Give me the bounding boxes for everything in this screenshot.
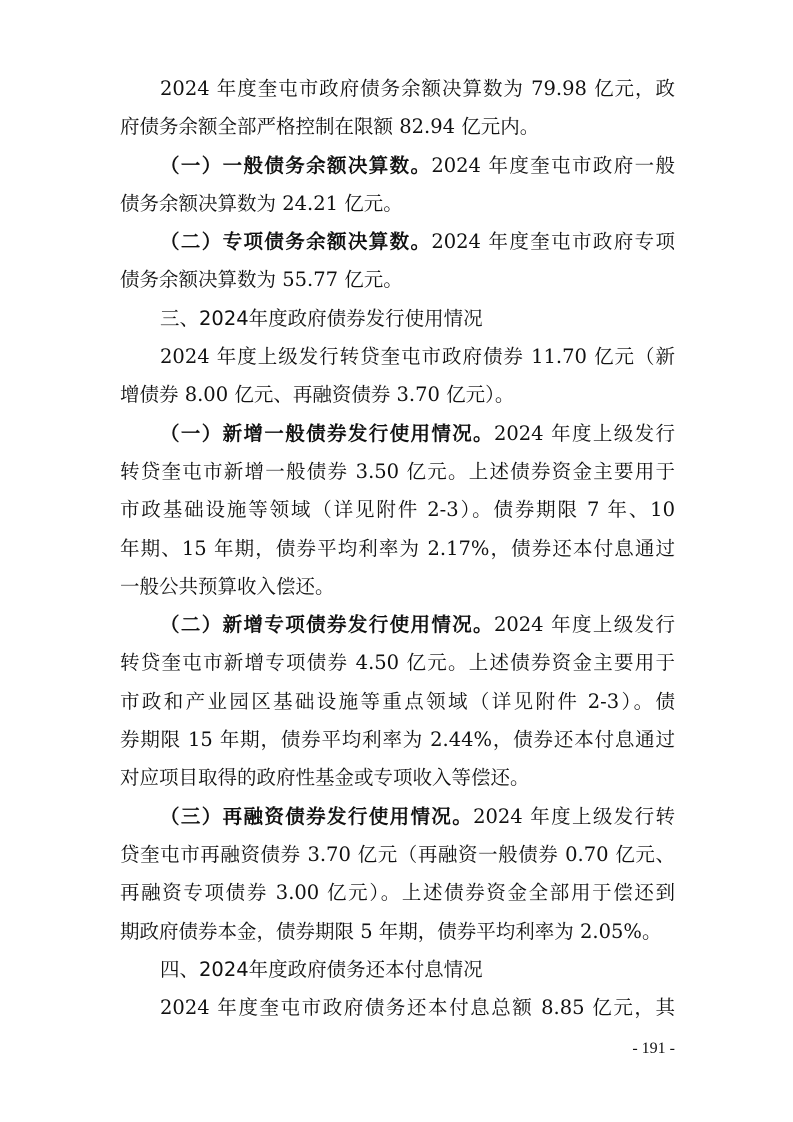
section-heading: 四、2024年度政府债务还本付息情况 — [160, 957, 483, 981]
text-run: 2024 年度上级发行 — [493, 613, 675, 637]
text-line — [120, 798, 675, 836]
text-line — [120, 415, 675, 453]
text-line: 债务余额决算数为 24.21 亿元。 — [120, 191, 403, 215]
text-line: 市政和产业园区基础设施等重点领域（详见附件 2-3）。债 — [120, 689, 675, 713]
text-line: 2024 年度上级发行转贷奎屯市政府债券 11.70 亿元（新 — [160, 345, 675, 369]
text-run: 2024 年度奎屯市政府一般 — [431, 153, 675, 177]
text-line: 增债券 8.00 亿元、再融资债券 3.70 亿元）。 — [120, 383, 515, 407]
text-line: 府债务余额全部严格控制在限额 82.94 亿元内。 — [120, 115, 540, 139]
text-line — [120, 223, 675, 261]
text-line: 2024 年度奎屯市政府债务余额决算数为 79.98 亿元，政 — [160, 77, 675, 100]
text-line: 年期、15 年期，债券平均利率为 2.17%，债券还本付息通过 — [120, 536, 675, 560]
text-line: 2024 年度奎屯市政府债务还本付息总额 8.85 亿元，其 — [160, 996, 675, 1020]
text-run: 2024 年度上级发行转 — [473, 804, 675, 828]
text-run: 2024 年度奎屯市政府专项 — [431, 230, 675, 254]
text-line: 期政府债券本金，债券期限 5 年期，债券平均利率为 2.05%。 — [120, 919, 662, 943]
bold-lead: （一）一般债务余额决算数。 — [160, 153, 432, 177]
text-line: 贷奎屯市再融资债券 3.70 亿元（再融资一般债券 0.70 亿元、 — [120, 842, 675, 866]
text-line — [120, 147, 675, 185]
text-line: 债务余额决算数为 55.77 亿元。 — [120, 268, 403, 292]
text-line: 转贷奎屯市新增专项债券 4.50 亿元。上述债券资金主要用于 — [120, 651, 675, 675]
page-number: - 191 - — [632, 1040, 675, 1057]
bold-lead: （一）新增一般债券发行使用情况。 — [160, 421, 494, 445]
text-line: 一般公共预算收入偿还。 — [120, 574, 335, 598]
text-run: 2024 年度上级发行 — [493, 421, 675, 445]
text-line — [120, 606, 675, 644]
text-line: 对应项目取得的政府性基金或专项收入等偿还。 — [120, 766, 530, 790]
bold-lead: （三）再融资债券发行使用情况。 — [160, 804, 474, 828]
text-line: 券期限 15 年期，债券平均利率为 2.44%，债券还本付息通过 — [120, 728, 675, 752]
document-body — [120, 70, 675, 1027]
bold-lead: （二）专项债务余额决算数。 — [160, 230, 432, 254]
section-heading: 三、2024年度政府债券发行使用情况 — [160, 306, 483, 330]
bold-lead: （二）新增专项债券发行使用情况。 — [160, 613, 494, 637]
text-line: 市政基础设施等领域（详见附件 2-3）。债券期限 7 年、10 — [120, 498, 675, 522]
text-line: 转贷奎屯市新增一般债券 3.50 亿元。上述债券资金主要用于 — [120, 459, 675, 483]
text-line: 再融资专项债券 3.00 亿元）。上述债券资金全部用于偿还到 — [120, 881, 675, 905]
